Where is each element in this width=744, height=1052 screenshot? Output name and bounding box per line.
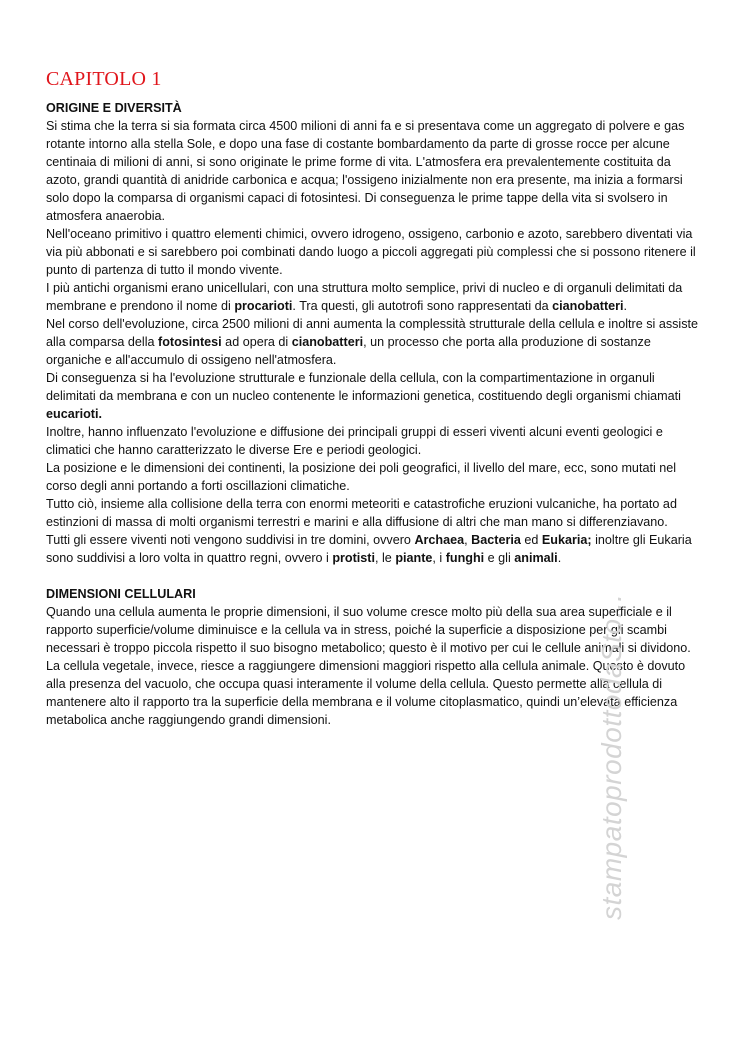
bold-term: piante [395, 551, 433, 565]
chapter-title: CAPITOLO 1 [46, 68, 162, 90]
bold-term: procarioti [234, 299, 293, 313]
text-run: inoltre gli Eukaria sono suddivisi a loro volta in quattro regni, ovvero i [46, 533, 692, 565]
bold-term: cianobatteri [552, 299, 624, 313]
paragraph [46, 279, 700, 315]
bold-term: fotosintesi [158, 335, 222, 349]
bold-term: Eukaria; [541, 533, 592, 547]
text-run: , un processo che porta alla produzione di sostanze organiche e all'accumulo di ossigeno nell'atmosfera. [46, 335, 651, 367]
bold-term: Bacteria [471, 533, 521, 547]
text-run: , i [432, 551, 446, 565]
text-run: ed [520, 533, 542, 547]
text-run: Nel corso dell'evoluzione, circa 2500 milioni di anni aumenta la complessità strutturale della cellula e inoltre si assiste alla comparsa della [46, 317, 699, 349]
paragraph: Inoltre, hanno influenzato l'evoluzione e diffusione dei principali gruppi di esseri viventi alcuni eventi geologici e climatici che hanno caratterizzato le diverse Ere e periodi geologici. [46, 425, 663, 457]
bold-term: Archaea [414, 533, 465, 547]
paragraph [46, 369, 700, 423]
text-run: , [464, 533, 472, 547]
paragraph: La cellula vegetale, invece, riesce a raggiungere dimensioni maggiori rispetto alla cellula animale. Questo è dovuto alla presenza del vacuolo, che occupa quasi interamente il volume della cellula. Questo permette alla cellula di mantenere alto il rapporto tra la superficie della membrana e il volume citoplasmatico, quindi un’elevata efficienza metabolica anche raggiungendo grandi dimensioni. [46, 659, 686, 727]
bold-term: eucarioti. [46, 407, 102, 421]
watermark-text: stampatoprodottodaSto... [596, 593, 627, 920]
text-run: I più antichi organismi erano unicellulari, con una struttura molto semplice, privi di nucleo e di organuli delimitati da membrane e prendono il nome di [46, 281, 683, 313]
paragraph: Quando una cellula aumenta le proprie dimensioni, il suo volume cresce molto più della sua area superficiale e il rapporto superficie/volume diminuisce e la cellula va in stress, poiché la superficie a disposizione per gli scambi necessari è troppo piccola rispetto il suo bisogno metabolico; questo è il motivo per cui le cellule animali si dividono. [46, 605, 691, 655]
paragraph [46, 315, 700, 369]
text-run: , le [375, 551, 396, 565]
section-heading-origine: ORIGINE E DIVERSITÀ [46, 101, 182, 115]
bold-term: protisti [332, 551, 375, 565]
text-run: Tutti gli essere viventi noti vengono suddivisi in tre domini, ovvero [46, 533, 415, 547]
paragraph: Si stima che la terra si sia formata circa 4500 milioni di anni fa e si presentava come un aggregato di polvere e gas rotante intorno alla stella Sole, e dopo una fase di costante bombardamento da parte di grosse rocce per alcune centinaia di milioni di anni, si sono originate le prime forme di vita. L'atmosfera era prevalentemente costituita da azoto, grandi quantità di anidride carbonica e acqua; l'ossigeno inizialmente non era presente, ma inizia a formarsi solo dopo la comparsa di organismi capaci di fotosintesi. Di conseguenza le prime tappe della vita si svolsero in atmosfera anaerobia. [46, 119, 685, 223]
text-run: ad opera di [221, 335, 292, 349]
paragraph: Nell'oceano primitivo i quattro elementi chimici, ovvero idrogeno, ossigeno, carbonio e azoto, sarebbero diventati via via più abbonati e si sarebbero poi combinati dando luogo a piccoli aggregati più complessi che si possono ritenere il punto di partenza di tutto il mondo vivente. [46, 227, 696, 277]
text-run: . Tra questi, gli autotrofi sono rappresentati da [292, 299, 553, 313]
text-run: . [557, 551, 562, 565]
paragraph: Tutto ciò, insieme alla collisione della terra con enormi meteoriti e catastrofiche eruzioni vulcaniche, ha portato ad estinzioni di massa di molti organismi terrestri e marini e alla diffusione di altri che man mano si differenziavano. [46, 497, 677, 529]
section-heading-dimensioni: DIMENSIONI CELLULARI [46, 587, 196, 601]
bold-term: animali [514, 551, 558, 565]
paragraph: La posizione e le dimensioni dei continenti, la posizione dei poli geografici, il livello del mare, ecc, sono mutati nel corso degli anni portando a forti oscillazioni climatiche. [46, 461, 677, 493]
bold-term: cianobatteri [291, 335, 364, 349]
bold-term: funghi [445, 551, 485, 565]
text-run: . [623, 299, 628, 313]
text-run: Di conseguenza si ha l'evoluzione strutturale e funzionale della cellula, con la compartimentazione in organuli delimitati da membrana e con un nucleo contenente le informazioni genetica, costituendo degli organismi chiamati [46, 371, 681, 403]
text-run: e gli [484, 551, 515, 565]
